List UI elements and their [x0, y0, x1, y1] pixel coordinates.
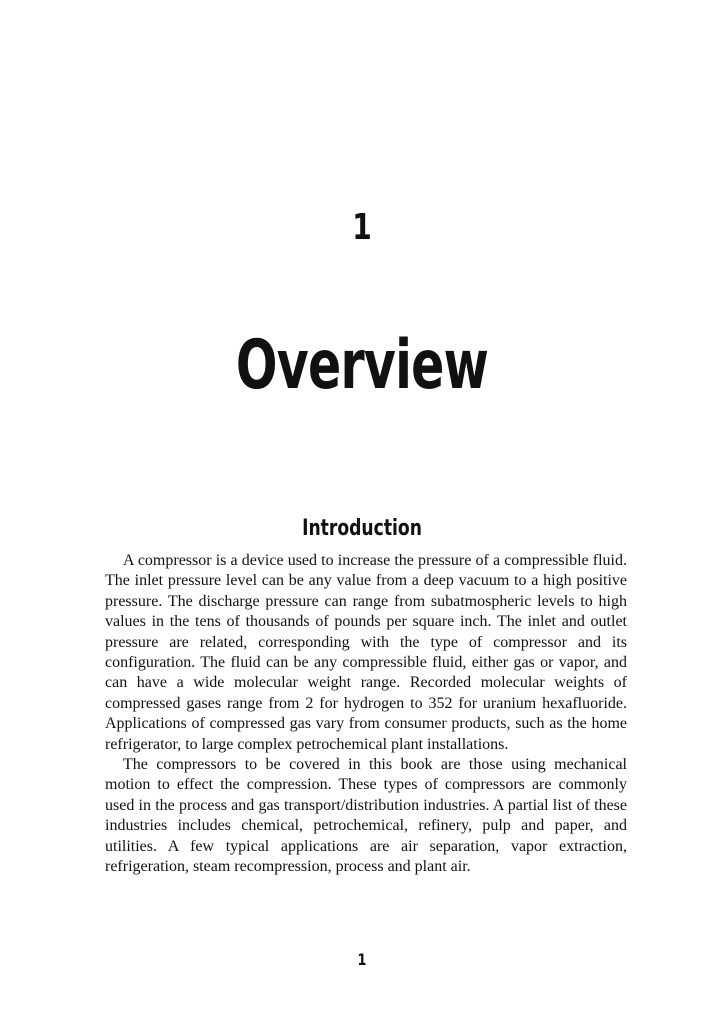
- section-heading: Introduction: [302, 516, 422, 541]
- paragraph: The compressors to be covered in this book are those using mechanical motion to effect the compression. These types of compressors are commonly used in the process and gas transport/distribution industries. A partial list of these industries includes chemical, petrochemical, refinery, pulp and paper, and utilities. A few typical applications are air separation, vapor extraction, refrigeration, steam recompression, process and plant air.: [105, 756, 627, 876]
- body-text: [105, 551, 627, 878]
- page-number: 1: [357, 950, 367, 969]
- paragraph: A compressor is a device used to increase the pressure of a compressible fluid. The inlet pressure level can be any value from a deep vacuum to a high positive pressure. The discharge pressure can range from subatmospheric levels to high values in the tens of thousands of pounds per square inch. The inlet and outlet pressure are related, corresponding with the type of compressor and its configuration. The fluid can be any compressible fluid, either gas or vapor, and can have a wide molecular weight range. Recorded molecular weights of compressed gases range from 2 for hydrogen to 352 for uranium hexafluoride. Applications of compressed gas vary from consumer products, such as the home refrigerator, to large complex petrochemical plant installations.: [105, 552, 627, 753]
- chapter-title: Overview: [235, 326, 489, 405]
- chapter-number: 1: [352, 207, 372, 248]
